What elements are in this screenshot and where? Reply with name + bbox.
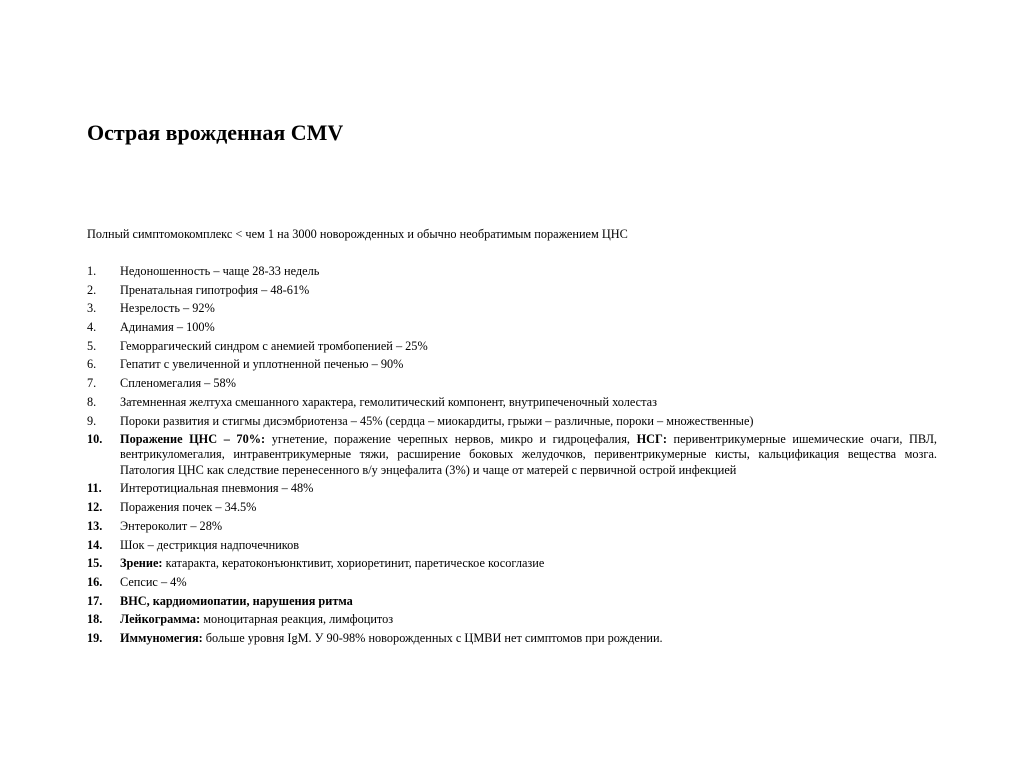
- list-item-detail: Шок – дестрикция надпочечников: [120, 537, 300, 552]
- list-item-text: [120, 575, 937, 590]
- list-item-number: 2.: [87, 282, 97, 297]
- list-item-detail: перивентрикумерные ишемические очаги, ПВЛ, вентрикуломегалия, интравентрикумерные тяжи, расширение боковых желудочков, перивентрикумерные кисты, кальцификация вещества мозга. Патология ЦНС как следствие перенесенного в/у энцефалита (3%) и чаще от матерей с первичной острой инфекцией: [120, 432, 937, 477]
- list-item-text: [120, 414, 937, 429]
- list-item-text: [120, 264, 937, 279]
- list-item-number: 6.: [87, 357, 97, 372]
- list-item: [87, 357, 937, 372]
- list-item: [87, 414, 937, 429]
- list-item-detail: Гепатит с увеличенной и уплотненной печенью – 90%: [120, 357, 404, 372]
- list-item: [87, 283, 937, 298]
- document-title: Острая врожденная CMV: [87, 120, 344, 145]
- list-item: [87, 594, 937, 609]
- list-item-detail: Недоношенность – чаще 28-33 недель: [120, 264, 320, 278]
- list-item-text: [120, 395, 937, 410]
- symptom-list: [87, 264, 937, 650]
- list-item-text: [120, 519, 937, 534]
- list-item-bold-label: ВНС, кардиомиопатии, нарушения ритма: [120, 593, 353, 608]
- list-item-detail: Пренатальная гипотрофия – 48-61%: [120, 282, 310, 297]
- list-item-number: 12.: [87, 500, 103, 515]
- list-item-bold-label: Лейкограмма:: [120, 612, 201, 627]
- list-item: [87, 631, 937, 646]
- list-item-number: 16.: [87, 574, 103, 589]
- list-item-text: [120, 357, 937, 372]
- list-item-number: 15.: [87, 556, 103, 571]
- list-item-text: [120, 500, 937, 515]
- list-item-detail: Затемненная желтуха смешанного характера, гемолитический компонент, внутрипеченочный холестаз: [120, 394, 657, 409]
- list-item-number: 10.: [87, 432, 103, 447]
- list-item-number: 3.: [87, 301, 97, 316]
- list-item-detail: катаракта, кератоконъюнктивит, хориоретинит, паретическое косоглазие: [162, 556, 545, 571]
- list-item-text: [120, 301, 937, 316]
- list-item-number: 1.: [87, 264, 97, 278]
- list-item-detail: Адинамия – 100%: [120, 320, 215, 335]
- list-item-number: 11.: [87, 481, 102, 496]
- list-item: [87, 556, 937, 571]
- list-item-detail: Геморрагический синдром с анемией тромбопенией – 25%: [120, 338, 428, 353]
- list-item-bold-label: Зрение:: [120, 556, 163, 571]
- list-item-bold-label: НСГ:: [636, 432, 667, 447]
- list-item-number: 5.: [87, 338, 97, 353]
- list-item-detail: угнетение, поражение черепных нервов, микро и гидроцефалия,: [265, 432, 637, 447]
- list-item-detail: Спленомегалия – 58%: [120, 376, 236, 391]
- list-item-number: 7.: [87, 376, 97, 391]
- list-item-number: 13.: [87, 518, 103, 533]
- list-item: [87, 301, 937, 316]
- list-item-text: [120, 594, 937, 609]
- intro-paragraph: Полный симптомокомплекс < чем 1 на 3000 новорожденных и обычно необратимым поражением ЦНС: [87, 227, 628, 241]
- list-item-number: 4.: [87, 320, 97, 335]
- list-item-bold-label: Поражение ЦНС – 70%:: [120, 432, 266, 447]
- list-item: [87, 481, 937, 496]
- list-item-number: 18.: [87, 612, 103, 627]
- list-item-detail: больше уровня IgM. У 90-98% новорожденных с ЦМВИ нет симптомов при рождении.: [202, 630, 663, 645]
- list-item: [87, 538, 937, 553]
- list-item: [87, 339, 937, 354]
- list-item-number: 19.: [87, 630, 103, 645]
- list-item: [87, 612, 937, 627]
- list-item-text: [120, 612, 937, 627]
- list-item-detail: Незрелость – 92%: [120, 301, 215, 316]
- list-item: [87, 376, 937, 391]
- list-item: [87, 320, 937, 335]
- list-item: [87, 519, 937, 534]
- list-item-text: [120, 481, 937, 496]
- list-item: [87, 575, 937, 590]
- list-item-text: [120, 631, 937, 646]
- list-item: [87, 395, 937, 410]
- list-item-text: [120, 283, 937, 298]
- list-item-detail: Поражения почек – 34.5%: [120, 500, 257, 515]
- list-item-text: [120, 339, 937, 354]
- list-item-bold-label: Иммуномегия:: [120, 630, 203, 645]
- list-item: [87, 264, 937, 279]
- list-item: [87, 432, 937, 478]
- list-item-number: 8.: [87, 394, 97, 409]
- list-item-text: [120, 320, 937, 335]
- list-item-number: 17.: [87, 593, 103, 608]
- list-item-text: [120, 538, 937, 553]
- list-item-number: 9.: [87, 413, 97, 428]
- list-item-detail: Пороки развития и стигмы дисэмбриотенза – 45% (сердца – миокардиты, грыжи – различные, пороки – множественные): [120, 413, 754, 428]
- list-item-text: [120, 432, 937, 478]
- list-item-detail: Сепсис – 4%: [120, 574, 187, 589]
- list-item-number: 14.: [87, 537, 103, 552]
- list-item: [87, 500, 937, 515]
- list-item-detail: моноцитарная реакция, лимфоцитоз: [200, 612, 394, 627]
- list-item-text: [120, 556, 937, 571]
- list-item-detail: Интеротициальная пневмония – 48%: [120, 481, 314, 496]
- list-item-detail: Энтероколит – 28%: [120, 518, 223, 533]
- list-item-text: [120, 376, 937, 391]
